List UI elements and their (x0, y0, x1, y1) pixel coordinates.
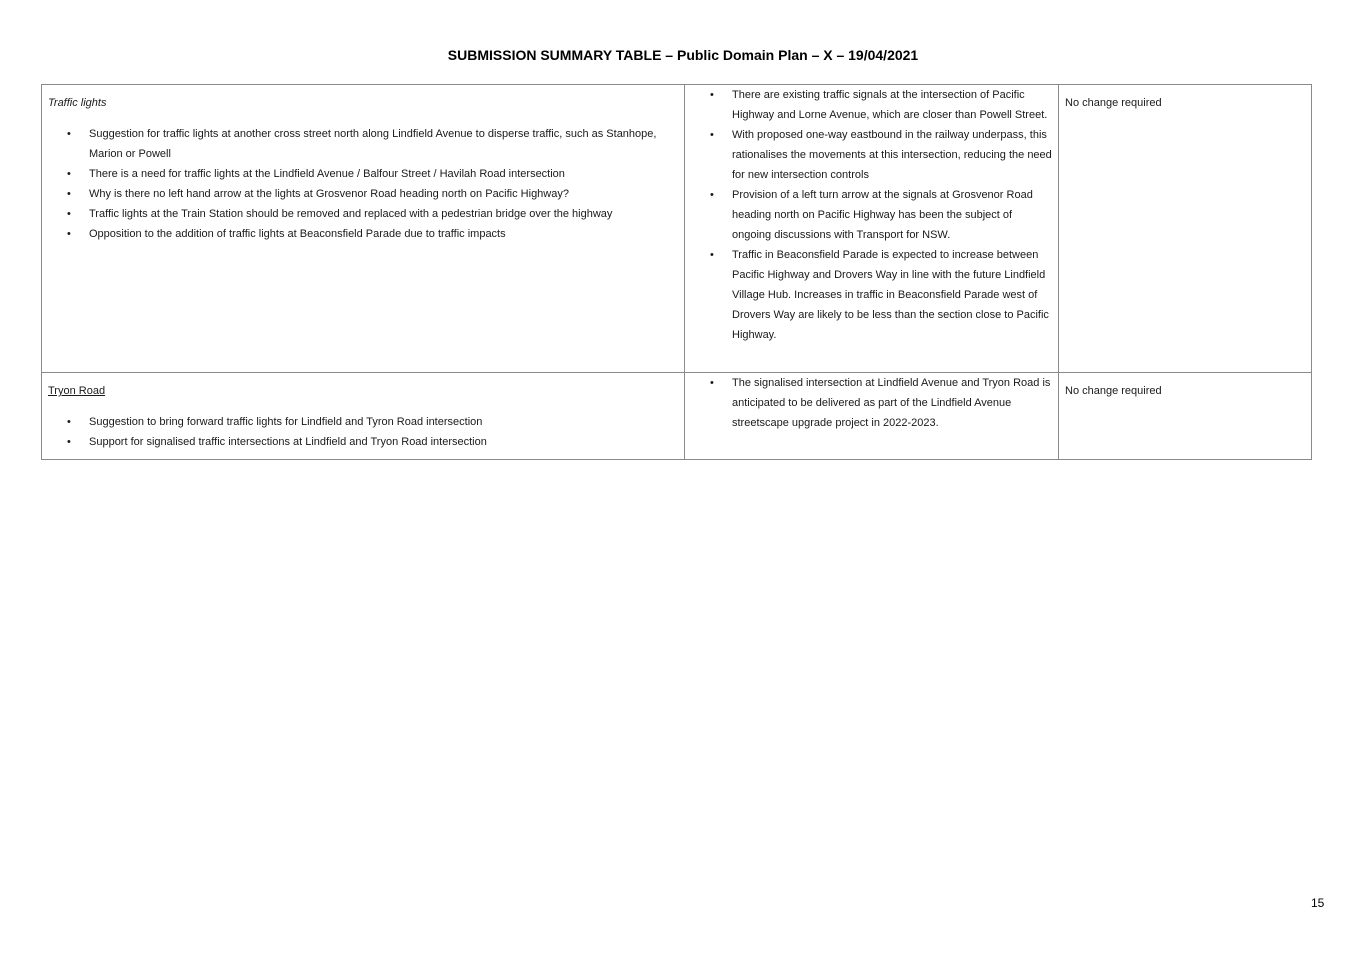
response-point: • With proposed one-way eastbound in the railway underpass, this rationalises the movements at this intersection, reducing the need for new intersection controls (691, 125, 1052, 185)
response-point: • Provision of a left turn arrow at the signals at Grosvenor Road heading north on Pacific Highway has been the subject of ongoing discussions with Transport for NSW. (691, 185, 1052, 245)
issue-point: • Support for signalised traffic intersections at Lindfield and Tryon Road intersection (48, 432, 678, 452)
outcome-cell (1059, 373, 1312, 460)
outcome-text: No change required (1065, 385, 1162, 397)
table-row (42, 373, 1312, 460)
issue-point: • Why is there no left hand arrow at the lights at Grosvenor Road heading north on Pacific Highway? (48, 184, 678, 204)
issue-point: • There is a need for traffic lights at the Lindfield Avenue / Balfour Street / Havilah Road intersection (48, 164, 678, 184)
response-list (691, 85, 1052, 345)
issue-cell (42, 85, 685, 373)
issue-points-list (48, 124, 678, 244)
issue-cell (42, 373, 685, 460)
issue-heading: Tryon Road (48, 385, 106, 397)
issue-point: • Traffic lights at the Train Station should be removed and replaced with a pedestrian bridge over the highway (48, 204, 678, 224)
outcome-cell (1059, 85, 1312, 373)
response-cell (685, 85, 1059, 373)
submission-summary-table (41, 84, 1312, 460)
response-cell (685, 373, 1059, 460)
response-point: • The signalised intersection at Lindfield Avenue and Tryon Road is anticipated to be delivered as part of the Lindfield Avenue streetscape upgrade project in 2022-2023. (691, 373, 1052, 433)
response-point: • Traffic in Beaconsfield Parade is expected to increase between Pacific Highway and Drovers Way in line with the future Lindfield Village Hub. Increases in traffic in Beaconsfield Parade west of Drovers Way are likely to be less than the section close to Pacific Highway. (691, 245, 1052, 345)
table-row (42, 85, 1312, 373)
outcome-text: No change required (1065, 97, 1162, 109)
issue-point: • Suggestion to bring forward traffic lights for Lindfield and Tyron Road intersection (48, 412, 678, 432)
document-title: SUBMISSION SUMMARY TABLE – Public Domain Plan – X – 19/04/2021 (447, 47, 919, 63)
issue-points-list (48, 412, 678, 452)
page-number: 15 (1311, 896, 1325, 910)
issue-point: • Suggestion for traffic lights at another cross street north along Lindfield Avenue to disperse traffic, such as Stanhope, Marion or Powell (48, 124, 678, 164)
response-list (691, 373, 1052, 433)
response-point: • There are existing traffic signals at the intersection of Pacific Highway and Lorne Avenue, which are closer than Powell Street. (691, 85, 1052, 125)
issue-heading: Traffic lights (48, 97, 107, 109)
issue-point: • Opposition to the addition of traffic lights at Beaconsfield Parade due to traffic impacts (48, 224, 678, 244)
